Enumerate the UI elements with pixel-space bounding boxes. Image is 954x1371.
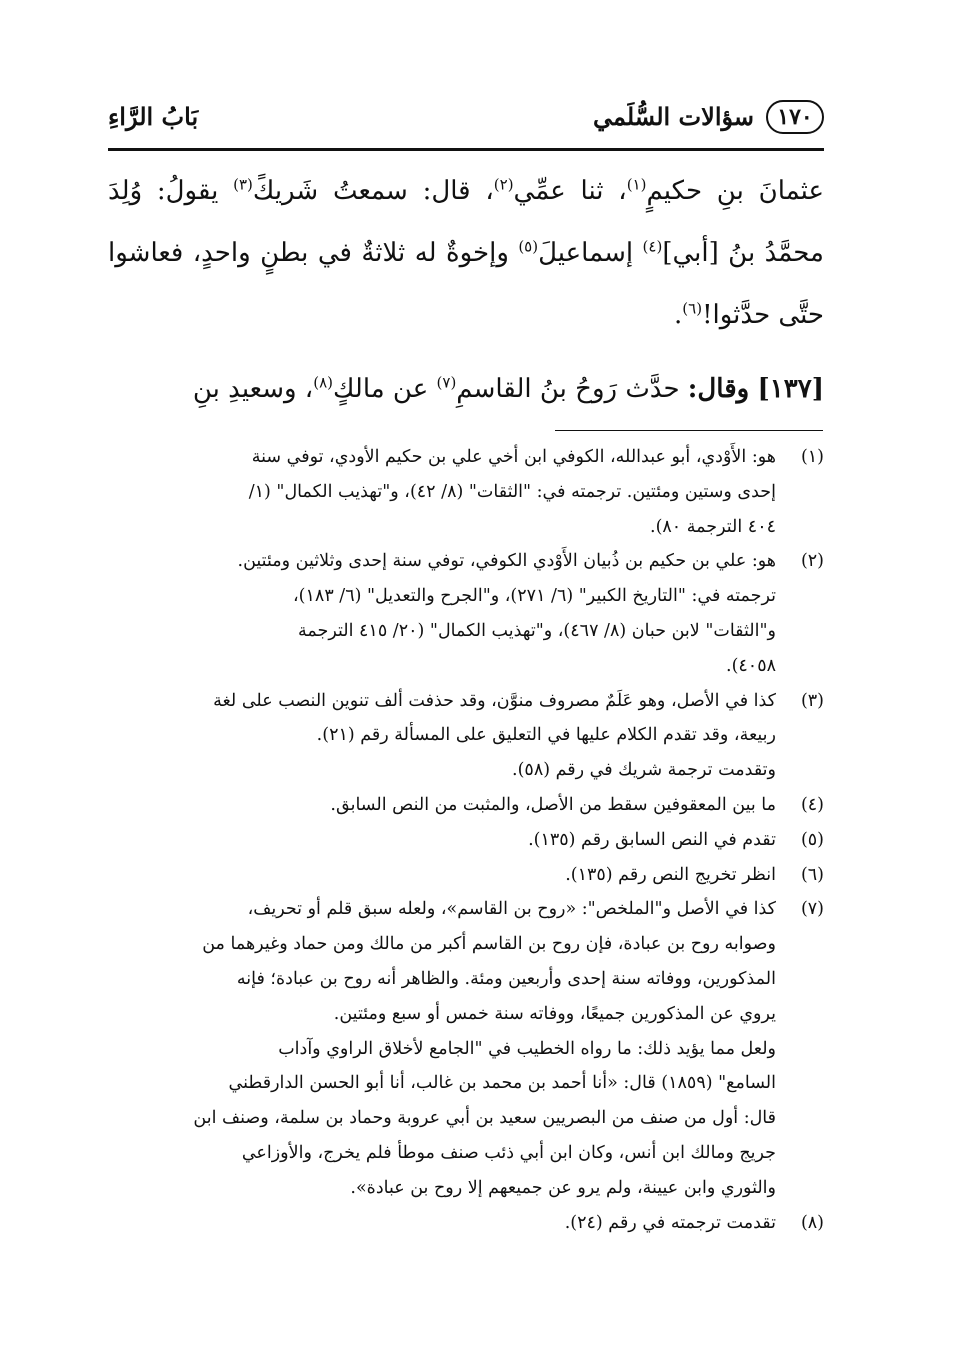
footnote-line: وصوابه روح بن عبادة، فإن روح بن القاسم أكبر من مالك ومن حماد وغيرهما من [202,934,776,955]
footnote-number: (٦) [800,864,824,885]
header-divider [108,148,824,151]
entry-number: [١٣٧] [757,374,824,404]
footnote-number: (٢) [800,551,824,572]
footnote [108,892,824,1205]
footnote-ref: (٨) [313,373,333,392]
footnote-line: كذا في الأصل، وهو عَلَمٌ مصروف منوَّن، وقد حذفت ألف تنوين النصب على لغة [213,690,776,711]
footnote-divider [555,430,823,431]
text-segment: إسماعيلَ [538,238,643,268]
footnote-line: قال: أول من صنف من البصريين سعيد بن أبي عروبة وحماد بن سلمة، وصنف ابن [193,1108,776,1129]
footnote-line: تقدم في النص السابق رقم (١٣٥). [528,829,776,850]
footnote-line: ما بين المعقوفين سقط من الأصل، والمثبت من النص السابق. [330,794,776,815]
text-segment: وإخوةٌ له ثلاثةٌ في بطنٍ واحدٍ، فعاشوا حتَّى حدَّثوا! [108,238,824,330]
footnote-line: انظر تخريج النص رقم (١٣٥). [565,864,776,885]
footnote-line: تقدمت ترجمته في رقم (٢٤). [564,1212,776,1233]
page-header [108,100,824,144]
text-segment: حدَّث رَوحُ بنُ القاسمِ [456,374,688,404]
footnote-ref: (٢) [493,175,514,194]
footnote-number: (١) [800,447,824,467]
text-segment: ، ثنا عمِّي [513,176,627,206]
footnote-line: ولعل مما يؤيد ذلك: ما رواه الخطيب في "الجامع لأخلاق الراوي وآداب [278,1038,776,1059]
text-segment: . [674,300,683,330]
footnote-line: السامع" (١٨٥٩) قال: «أنا أحمد بن محمد بن غالب، أنا أبو الحسن الدارقطني [228,1073,776,1094]
footnote-line: هو: الأَوْدي، أبو عبدالله، الكوفي ابن أخي علي بن حكيم الأودي، توفي سنة [251,447,776,467]
text-segment: ، قال: سمعتُ شَريكً [252,176,494,206]
footnote-ref: (٤) [642,237,663,256]
footnote [108,823,824,858]
text-segment: ، وسعيدِ بنِ [192,374,314,404]
footnote-ref: (١) [626,175,647,194]
footnote-line: إحدى وستين ومئتين. ترجمته في: "الثقات" (٨/ ٤٢)، و"تهذيب الكمال" (١/ [248,481,776,502]
footnote-line: و"الثقات" لابن حبان (٨/ ٤٦٧)، و"تهذيب الكمال" (٢٠/ ٤١٥ الترجمة [298,620,776,641]
paragraph-continuation [108,160,824,346]
footnote-line: والثوري وابن عيينة، ولم يرو عن جميعهم إلا روح بن عبادة». [350,1177,776,1198]
text-segment: يقولُ: وُلِدَ محمَّدُ بنُ [أبي] [108,176,824,268]
footnote-ref: (٦) [682,299,703,318]
footnote-line: ٤٠٤ الترجمة ٨٠). [650,516,776,537]
footnote [108,788,824,823]
footnote-line: ٤٠٥٨). [726,655,776,676]
footnote-number: (٧) [800,899,824,920]
footnote [108,544,824,683]
page-number-badge: ١٧٠ [766,100,824,134]
chapter-title: بَابُ الرَّاءِ [108,102,199,131]
footnote-line: المذكورين، ووفاته سنة إحدى وأربعين ومئة. والظاهر أنه روح بن عبادة؛ فإنه [236,968,776,989]
footnote-number: (٣) [800,690,824,711]
footnote-line: هو: علي بن حكيم بن ذُبيان الأَوْدي الكوفي، توفي سنة إحدى وثلاثين ومئتين. [237,551,776,572]
text-segment: عن مالكٍ [332,374,437,404]
footnotes [108,440,824,1240]
footnote-line: جريج ومالك ابن أنس، وكان ابن أبي ذئب صنف موطأ فلم يخرج، والأوزاعي [241,1142,776,1163]
text-segment: عثمانَ بنِ حكيمٍ [646,176,825,206]
book-title: سؤالات السُّلَمي [592,102,754,131]
footnote-line: كذا في الأصل و"الملخص": «روح بن القاسم»، ولعله سبق قلم أو تحريف، [247,899,776,920]
entry-paragraph [108,358,824,420]
footnote-number: (٤) [800,794,824,815]
footnote [108,440,824,544]
main-text [108,160,824,420]
footnote-ref: (٧) [436,373,457,392]
footnote [108,1206,824,1241]
footnote-number: (٥) [800,829,824,850]
entry-lead: وقال: [687,374,750,404]
footnote-ref: (٣) [233,175,253,194]
footnote-line: ترجمته في: "التاريخ الكبير" (٦/ ٢٧١)، و"الجرح والتعديل" (٦/ ١٨٣)، [293,586,776,607]
footnote-ref: (٥) [518,237,539,256]
footnote-number: (٨) [800,1212,824,1233]
footnote-line: ربيعة، وقد تقدم الكلام عليها في التعليق على المسألة رقم (٢١). [316,725,776,746]
footnote [108,858,824,893]
footnote-line: وتقدمت ترجمة شريك في رقم (٥٨). [512,760,776,781]
footnote-line: يروي عن المذكورين جميعًا، ووفاته سنة خمس أو سبع ومئتين. [333,1003,776,1024]
footnote [108,684,824,788]
